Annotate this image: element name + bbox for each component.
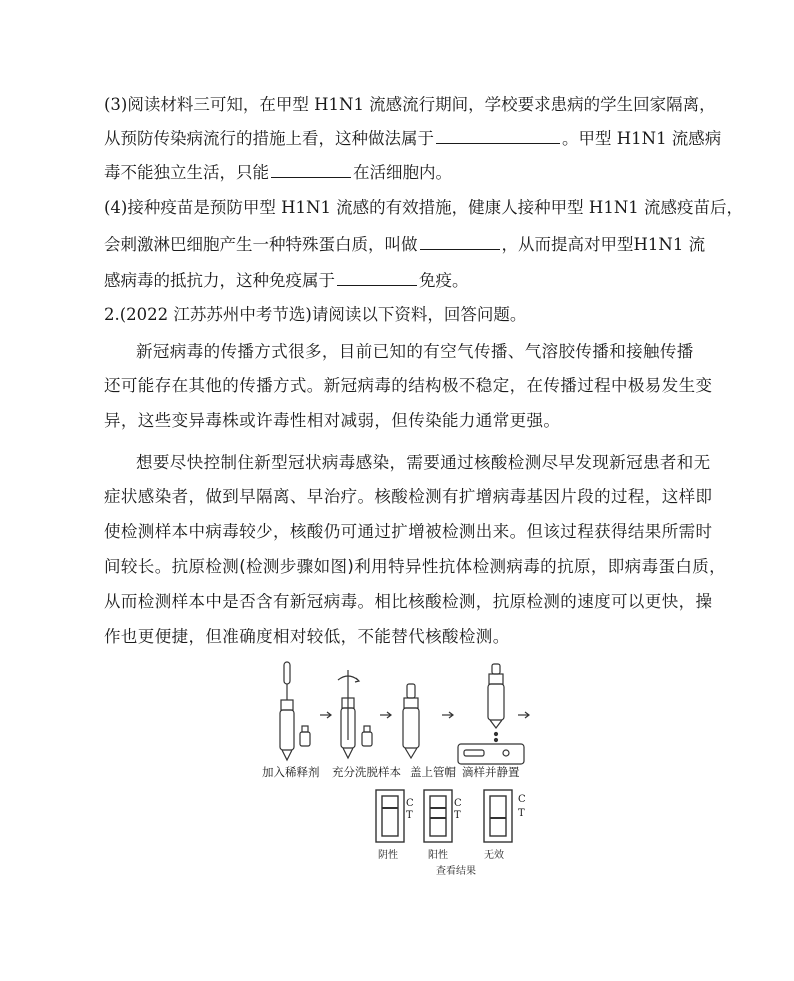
- q2-heading-text: 2.(2022 江苏苏州中考节选)请阅读以下资料，回答问题。: [104, 305, 527, 324]
- q3-text-3b: 在活细胞内。: [353, 163, 452, 182]
- material-p2-l3: 使检测样本中病毒较少，核酸仍可通过扩增被检测出来。但该过程获得结果所需时: [104, 522, 713, 541]
- material-p1-l3: 异，这些变异毒株或许毒性相对减弱，但传染能力通常更强。: [104, 411, 561, 430]
- q3-text-3a: 毒不能独立生活，只能: [104, 163, 269, 182]
- result-invalid-label: 无效: [484, 850, 504, 861]
- q4-text-2a: 会刺激淋巴细胞产生一种特殊蛋白质，叫做: [104, 235, 418, 254]
- answer-blank-1[interactable]: [436, 128, 560, 144]
- tube-with-dropper-icon: [280, 662, 310, 760]
- step-label-1: 加入稀释剂: [262, 765, 320, 779]
- q3-text-2b: 。甲型 H1N1 流感病: [562, 129, 722, 148]
- step-label-2: 充分洗脱样本: [332, 765, 401, 779]
- q3-text-2a: 从预防传染病流行的措施上看，这种做法属于: [104, 129, 434, 148]
- t-label-2: T: [454, 810, 461, 821]
- t-label-3: T: [518, 808, 525, 819]
- material-p2-l4: 间较长。抗原检测(检测步骤如图)利用特异性抗体检测病毒的抗原，即病毒蛋白质，: [104, 557, 727, 576]
- answer-blank-3[interactable]: [420, 234, 500, 250]
- q4-line2: [104, 234, 705, 255]
- result-negative-label: 阴性: [378, 850, 398, 861]
- arrow-right-icon: [380, 712, 391, 718]
- material-p2-l1: 想要尽快控制住新型冠状病毒感染，需要通过核酸检测尽早发现新冠患者和无: [136, 453, 711, 472]
- q4-text-3b: 免疫。: [419, 271, 469, 290]
- swab-rotate-icon: [338, 670, 372, 758]
- arrow-right-icon: [518, 712, 529, 718]
- c-label-2: C: [454, 798, 462, 809]
- q3-line2: [104, 128, 721, 149]
- arrow-right-icon: [320, 712, 331, 718]
- c-label-3: C: [518, 794, 526, 805]
- material-p1-l1: 新冠病毒的传播方式很多，目前已知的有空气传播、气溶胶传播和接触传播: [136, 342, 694, 361]
- antigen-test-figure: [262, 660, 542, 880]
- answer-blank-4[interactable]: [337, 270, 417, 286]
- arrow-right-icon: [442, 712, 453, 718]
- q3-line3: [104, 162, 452, 183]
- antigen-test-steps-illustration: [262, 660, 542, 770]
- q3-line1: [104, 95, 716, 115]
- q2-heading: [104, 305, 526, 325]
- q4-line1: [104, 198, 743, 218]
- material-p1-l2: 还可能存在其他的传播方式。新冠病毒的结构极不稳定，在传播过程中极易发生变: [104, 376, 713, 395]
- step-label-3: 盖上管帽: [410, 765, 456, 779]
- q4-text-2b: ，从而提高对甲型H1N1 流: [501, 235, 706, 254]
- step-label-4: 滴样并静置: [462, 765, 520, 779]
- q4-line3: [104, 270, 469, 291]
- figure-caption: 查看结果: [436, 866, 476, 877]
- q4-text-3a: 感病毒的抵抗力，这种免疫属于: [104, 271, 335, 290]
- result-strips-illustration: [374, 786, 554, 846]
- capped-tube-icon: [403, 684, 419, 758]
- q3-text-1: (3)阅读材料三可知，在甲型 H1N1 流感流行期间，学校要求患病的学生回家隔离，: [104, 95, 716, 114]
- material-p2-l6: 作也更便捷，但准确度相对较低，不能替代核酸检测。: [104, 627, 510, 646]
- c-label-1: C: [406, 798, 414, 809]
- t-label-1: T: [406, 810, 413, 821]
- q4-text-1: (4)接种疫苗是预防甲型 H1N1 流感的有效措施，健康人接种甲型 H1N1 流感疫苗后，: [104, 198, 743, 217]
- material-p2-l5: 从而检测样本中是否含有新冠病毒。相比核酸检测，抗原检测的速度可以更快，操: [104, 592, 713, 611]
- answer-blank-2[interactable]: [271, 162, 351, 178]
- result-positive-label: 阳性: [428, 850, 448, 861]
- material-p2-l2: 症状感染者，做到早隔离、早治疗。核酸检测有扩增病毒基因片段的过程，这样即: [104, 487, 713, 506]
- drip-onto-cassette-icon: [458, 664, 524, 764]
